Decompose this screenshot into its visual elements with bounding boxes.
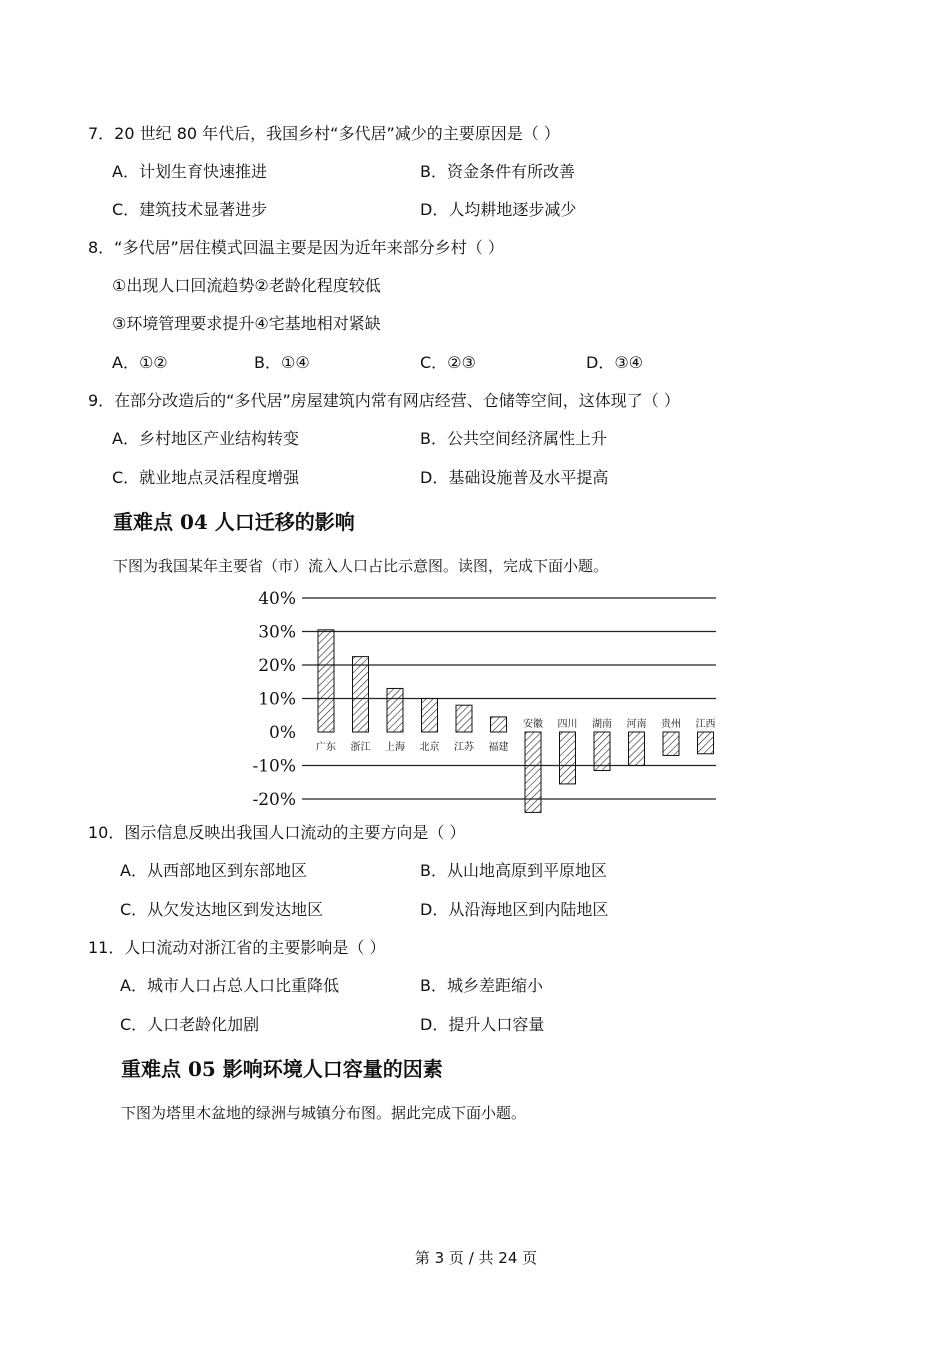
q8-option-b: B．①④	[254, 353, 310, 372]
bar-8	[594, 732, 610, 771]
x-category-label: 江西	[695, 719, 716, 730]
x-category-label: 江苏	[454, 742, 474, 753]
section-5-intro: 下图为塔里木盆地的绿洲与城镇分布图。据此完成下面小题。	[121, 1104, 527, 1122]
q8-option-d: D．③④	[586, 353, 644, 372]
bar-9	[629, 732, 645, 766]
y-tick-label: 30%	[258, 622, 296, 643]
q8-option-a: A．①②	[112, 353, 168, 372]
bar-3	[422, 699, 438, 733]
q7-option-c: C．建筑技术显著进步	[112, 200, 268, 219]
q11-stem: 11．人口流动对浙江省的主要影响是（ ）	[88, 938, 386, 957]
bar-1	[353, 657, 369, 732]
q11-option-c: C．人口老龄化加剧	[120, 1015, 260, 1034]
q10-option-a: A．从西部地区到东部地区	[120, 861, 307, 880]
x-category-label: 福建	[488, 742, 509, 753]
y-tick-label: 20%	[258, 656, 296, 676]
x-category-label: 上海	[385, 742, 405, 753]
bar-4	[456, 705, 472, 732]
x-category-label: 安徽	[523, 719, 543, 730]
inflow-population-chart	[0, 580, 952, 840]
q9-option-d: D．基础设施普及水平提高	[420, 468, 609, 487]
q11-option-d: D．提升人口容量	[420, 1015, 545, 1034]
q7-option-d: D．人均耕地逐步减少	[420, 200, 577, 219]
q8-statements-2: ③环境管理要求提升④宅基地相对紧缺	[112, 314, 381, 333]
x-category-label: 北京	[419, 742, 440, 753]
q10-option-d: D．从沿海地区到内陆地区	[420, 900, 609, 919]
bar-0	[318, 630, 334, 732]
section-4-heading: 重难点 04 人口迁移的影响	[113, 510, 355, 534]
y-tick-label: 10%	[258, 689, 296, 710]
x-category-label: 浙江	[350, 742, 371, 753]
bar-2	[387, 688, 403, 732]
section-4-intro: 下图为我国某年主要省（市）流入人口占比示意图。读图，完成下面小题。	[113, 557, 609, 575]
q10-stem: 10．图示信息反映出我国人口流动的主要方向是（ ）	[88, 823, 466, 842]
q7-stem: 7．20 世纪 80 年代后，我国乡村“多代居”减少的主要原因是（ ）	[88, 124, 560, 143]
q8-stem: 8．“多代居”居住模式回温主要是因为近年来部分乡村（ ）	[88, 238, 504, 257]
q11-option-b: B．城乡差距缩小	[420, 976, 543, 995]
bar-7	[560, 732, 576, 784]
q9-option-b: B．公共空间经济属性上升	[420, 429, 607, 448]
x-category-label: 河南	[626, 719, 647, 730]
q10-option-c: C．从欠发达地区到发达地区	[120, 900, 324, 919]
section-5-heading: 重难点 05 影响环境人口容量的因素	[121, 1057, 443, 1081]
q9-option-a: A．乡村地区产业结构转变	[112, 429, 299, 448]
y-tick-label: 0%	[269, 723, 296, 743]
y-tick-label: -20%	[252, 790, 296, 810]
q9-stem: 9．在部分改造后的“多代居”房屋建筑内常有网店经营、仓储等空间，这体现了（ ）	[88, 391, 680, 410]
x-category-label: 湖南	[592, 719, 612, 730]
bar-5	[491, 717, 507, 732]
q10-option-b: B．从山地高原到平原地区	[420, 861, 607, 880]
q8-statements-1: ①出现人口回流趋势②老龄化程度较低	[112, 276, 381, 295]
x-category-label: 广东	[316, 742, 336, 753]
bar-6	[525, 732, 541, 812]
q8-option-c: C．②③	[420, 353, 476, 372]
bar-11	[698, 732, 714, 754]
x-category-label: 贵州	[661, 719, 681, 730]
x-category-label: 四川	[557, 719, 578, 730]
q11-option-a: A．城市人口占总人口比重降低	[120, 976, 339, 995]
y-tick-label: -10%	[252, 756, 296, 777]
page-footer: 第 3 页 / 共 24 页	[414, 1249, 538, 1267]
bar-10	[663, 732, 679, 755]
q9-option-c: C．就业地点灵活程度增强	[112, 468, 300, 487]
q7-option-a: A．计划生育快速推进	[112, 162, 267, 181]
y-tick-label: 40%	[258, 589, 296, 609]
q7-option-b: B．资金条件有所改善	[420, 162, 575, 181]
